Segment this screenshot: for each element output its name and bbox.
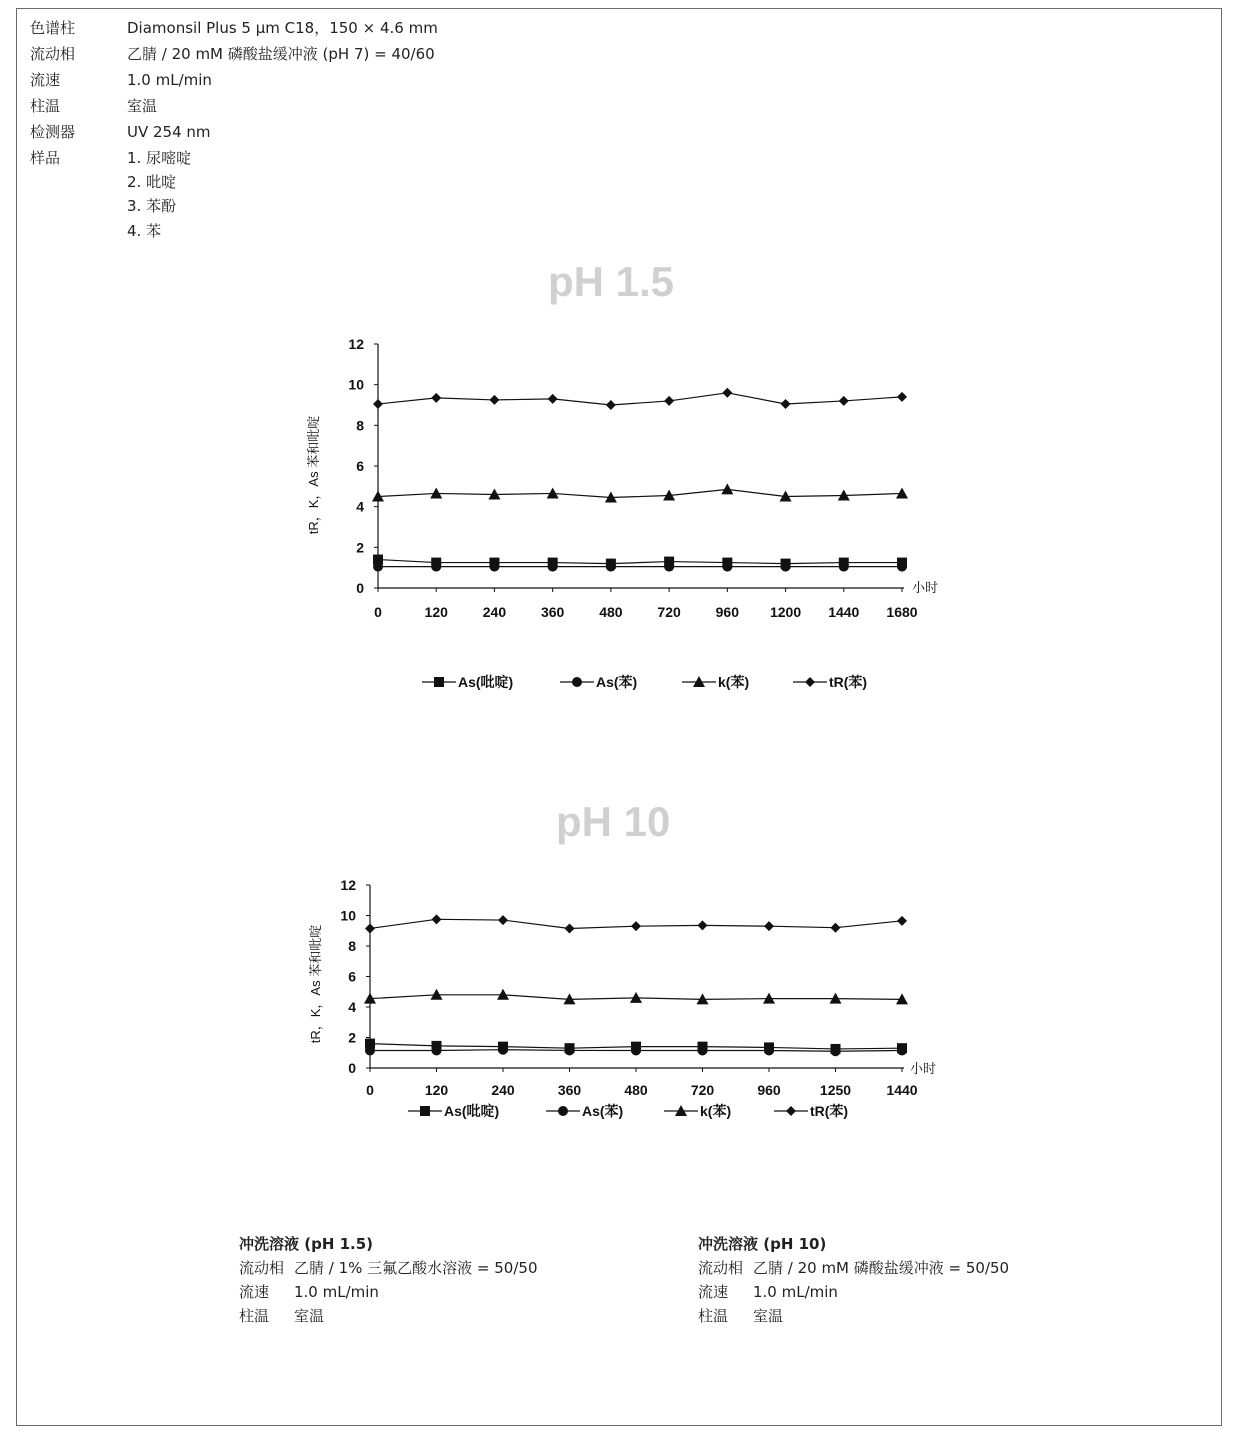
x-tick-label: 0 xyxy=(374,604,382,620)
condition-value: 1. 尿嘧啶 xyxy=(127,149,192,167)
wash-row xyxy=(239,1280,538,1304)
y-tick-label: 10 xyxy=(348,376,364,393)
marker-circle xyxy=(897,562,907,572)
page-frame xyxy=(16,8,1222,1426)
wash-value: 乙腈 / 20 mM 磷酸盐缓冲液 = 50/50 xyxy=(753,1259,1010,1277)
wash-label: 流速 xyxy=(698,1283,729,1301)
y-tick-label: 12 xyxy=(340,877,356,893)
condition-label: 色谱柱 xyxy=(30,19,76,37)
x-tick-label: 120 xyxy=(424,604,448,620)
marker-circle xyxy=(431,562,441,572)
marker-circle xyxy=(373,562,383,572)
x-tick-label: 360 xyxy=(557,1082,582,1098)
marker-circle xyxy=(365,1045,375,1055)
wash-value: 1.0 mL/min xyxy=(294,1283,379,1301)
condition-row xyxy=(30,148,191,168)
chart-title-ph15: pH 1.5 xyxy=(548,258,675,305)
condition-row xyxy=(30,96,157,116)
legend-label: tR(苯) xyxy=(829,674,868,690)
marker-circle xyxy=(572,677,582,687)
chart-ph10 xyxy=(290,872,970,1132)
wash-title: 冲洗溶液 (pH 10) xyxy=(698,1235,827,1253)
y-tick-label: 2 xyxy=(356,539,364,556)
x-tick-label: 1680 xyxy=(886,604,918,620)
y-tick-label: 0 xyxy=(348,1060,356,1076)
wash-value: 1.0 mL/min xyxy=(753,1283,838,1301)
marker-circle xyxy=(565,1045,575,1055)
x-tick-label: 960 xyxy=(757,1082,781,1098)
marker-triangle xyxy=(896,487,908,498)
marker-diamond xyxy=(831,923,841,933)
marker-diamond xyxy=(432,914,442,924)
y-tick-label: 12 xyxy=(348,336,364,352)
condition-label: 样品 xyxy=(30,149,61,167)
marker-diamond xyxy=(489,395,499,405)
legend-label: k(苯) xyxy=(700,1103,732,1119)
wash-row xyxy=(239,1256,538,1280)
marker-diamond xyxy=(805,677,815,687)
marker-circle xyxy=(722,562,732,572)
y-axis-label: tR，K，As 苯和吡啶 xyxy=(306,415,321,535)
legend-label: As(吡啶) xyxy=(458,674,514,690)
wash-row xyxy=(239,1304,538,1328)
marker-square xyxy=(420,1106,430,1116)
marker-diamond xyxy=(722,388,732,398)
x-axis-label: 小时 xyxy=(910,1061,937,1076)
condition-row xyxy=(30,70,212,90)
x-tick-label: 1440 xyxy=(828,604,860,620)
y-tick-label: 10 xyxy=(340,907,356,924)
marker-circle xyxy=(764,1045,774,1055)
series-line xyxy=(378,560,902,564)
legend-label: tR(苯) xyxy=(810,1103,849,1119)
condition-label: 流动相 xyxy=(30,45,76,63)
y-tick-label: 0 xyxy=(356,580,364,596)
y-tick-label: 4 xyxy=(348,999,356,1015)
condition-row xyxy=(30,44,435,64)
wash-label: 柱温 xyxy=(239,1307,270,1325)
marker-diamond xyxy=(498,915,508,925)
condition-value: 乙腈 / 20 mM 磷酸盐缓冲液 (pH 7) = 40/60 xyxy=(127,45,435,63)
x-tick-label: 480 xyxy=(624,1082,648,1098)
x-tick-label: 120 xyxy=(424,1082,449,1098)
y-tick-label: 4 xyxy=(356,498,364,515)
condition-value: 3. 苯酚 xyxy=(127,197,177,215)
series-line xyxy=(378,393,902,405)
condition-label: 流速 xyxy=(30,71,61,89)
condition-value: 室温 xyxy=(127,97,158,115)
x-tick-label: 1250 xyxy=(819,1082,852,1098)
condition-label: 检测器 xyxy=(30,123,76,141)
condition-value: UV 254 nm xyxy=(127,123,211,141)
condition-value: 2. 吡啶 xyxy=(127,173,177,191)
marker-diamond xyxy=(373,399,383,409)
marker-diamond xyxy=(606,400,616,410)
wash-block-ph10 xyxy=(698,1232,1009,1328)
condition-row xyxy=(30,18,438,38)
y-axis-label: tR，K，As 苯和吡啶 xyxy=(308,924,323,1044)
marker-diamond xyxy=(631,921,641,931)
x-tick-label: 720 xyxy=(690,1082,715,1098)
marker-circle xyxy=(698,1045,708,1055)
marker-circle xyxy=(489,562,499,572)
x-tick-label: 1440 xyxy=(886,1082,918,1098)
condition-value: 1.0 mL/min xyxy=(127,71,212,89)
marker-circle xyxy=(558,1106,568,1116)
marker-square xyxy=(434,677,444,687)
wash-label: 流动相 xyxy=(698,1259,744,1277)
marker-circle xyxy=(606,562,616,572)
y-tick-label: 6 xyxy=(356,458,364,474)
series-line xyxy=(378,489,902,497)
marker-circle xyxy=(831,1046,841,1056)
marker-circle xyxy=(432,1045,442,1055)
condition-row xyxy=(30,221,161,241)
x-tick-label: 720 xyxy=(657,604,681,620)
wash-value: 室温 xyxy=(294,1307,325,1325)
wash-block-ph15 xyxy=(239,1232,538,1328)
legend-label: k(苯) xyxy=(718,674,750,690)
condition-row xyxy=(30,122,211,142)
condition-row xyxy=(30,196,176,216)
marker-diamond xyxy=(786,1106,796,1116)
marker-circle xyxy=(498,1045,508,1055)
marker-diamond xyxy=(664,396,674,406)
marker-diamond xyxy=(565,923,575,933)
wash-label: 柱温 xyxy=(698,1307,729,1325)
condition-value: Diamonsil Plus 5 μm C18，150 × 4.6 mm xyxy=(127,19,438,37)
x-tick-label: 360 xyxy=(540,604,565,620)
wash-title: 冲洗溶液 (pH 1.5) xyxy=(239,1235,374,1253)
chart-ph15 xyxy=(290,330,970,710)
marker-circle xyxy=(839,562,849,572)
marker-diamond xyxy=(548,394,558,404)
chart-title-ph10: pH 10 xyxy=(556,798,671,845)
legend-label: As(苯) xyxy=(582,1103,624,1119)
x-axis-label: 小时 xyxy=(912,580,939,595)
x-tick-label: 1200 xyxy=(769,604,802,620)
marker-diamond xyxy=(365,923,375,933)
wash-row xyxy=(698,1304,1009,1328)
marker-triangle xyxy=(721,483,733,494)
y-tick-label: 8 xyxy=(356,417,364,434)
marker-diamond xyxy=(698,920,708,930)
wash-label: 流动相 xyxy=(239,1259,285,1277)
condition-label: 柱温 xyxy=(30,97,61,115)
marker-circle xyxy=(548,562,558,572)
marker-circle xyxy=(781,562,791,572)
legend-label: As(苯) xyxy=(596,674,638,690)
legend-label: As(吡啶) xyxy=(444,1103,500,1119)
x-tick-label: 240 xyxy=(482,604,507,620)
x-tick-label: 240 xyxy=(491,1082,515,1098)
marker-circle xyxy=(664,562,674,572)
condition-value: 4. 苯 xyxy=(127,222,162,240)
x-tick-label: 0 xyxy=(366,1082,374,1098)
marker-diamond xyxy=(897,916,907,926)
condition-row xyxy=(30,172,176,192)
wash-label: 流速 xyxy=(239,1283,270,1301)
y-tick-label: 2 xyxy=(348,1029,356,1046)
wash-value: 室温 xyxy=(753,1307,784,1325)
wash-row xyxy=(698,1280,1009,1304)
marker-circle xyxy=(897,1045,907,1055)
y-tick-label: 6 xyxy=(348,968,356,985)
wash-row xyxy=(698,1256,1009,1280)
marker-diamond xyxy=(897,392,907,402)
wash-value: 乙腈 / 1% 三氟乙酸水溶液 = 50/50 xyxy=(294,1259,538,1277)
marker-circle xyxy=(631,1045,641,1055)
marker-diamond xyxy=(764,921,774,931)
marker-diamond xyxy=(839,396,849,406)
marker-diamond xyxy=(781,399,791,409)
x-tick-label: 480 xyxy=(599,604,623,620)
marker-diamond xyxy=(431,393,441,403)
y-tick-label: 8 xyxy=(348,938,356,954)
x-tick-label: 960 xyxy=(715,604,740,620)
